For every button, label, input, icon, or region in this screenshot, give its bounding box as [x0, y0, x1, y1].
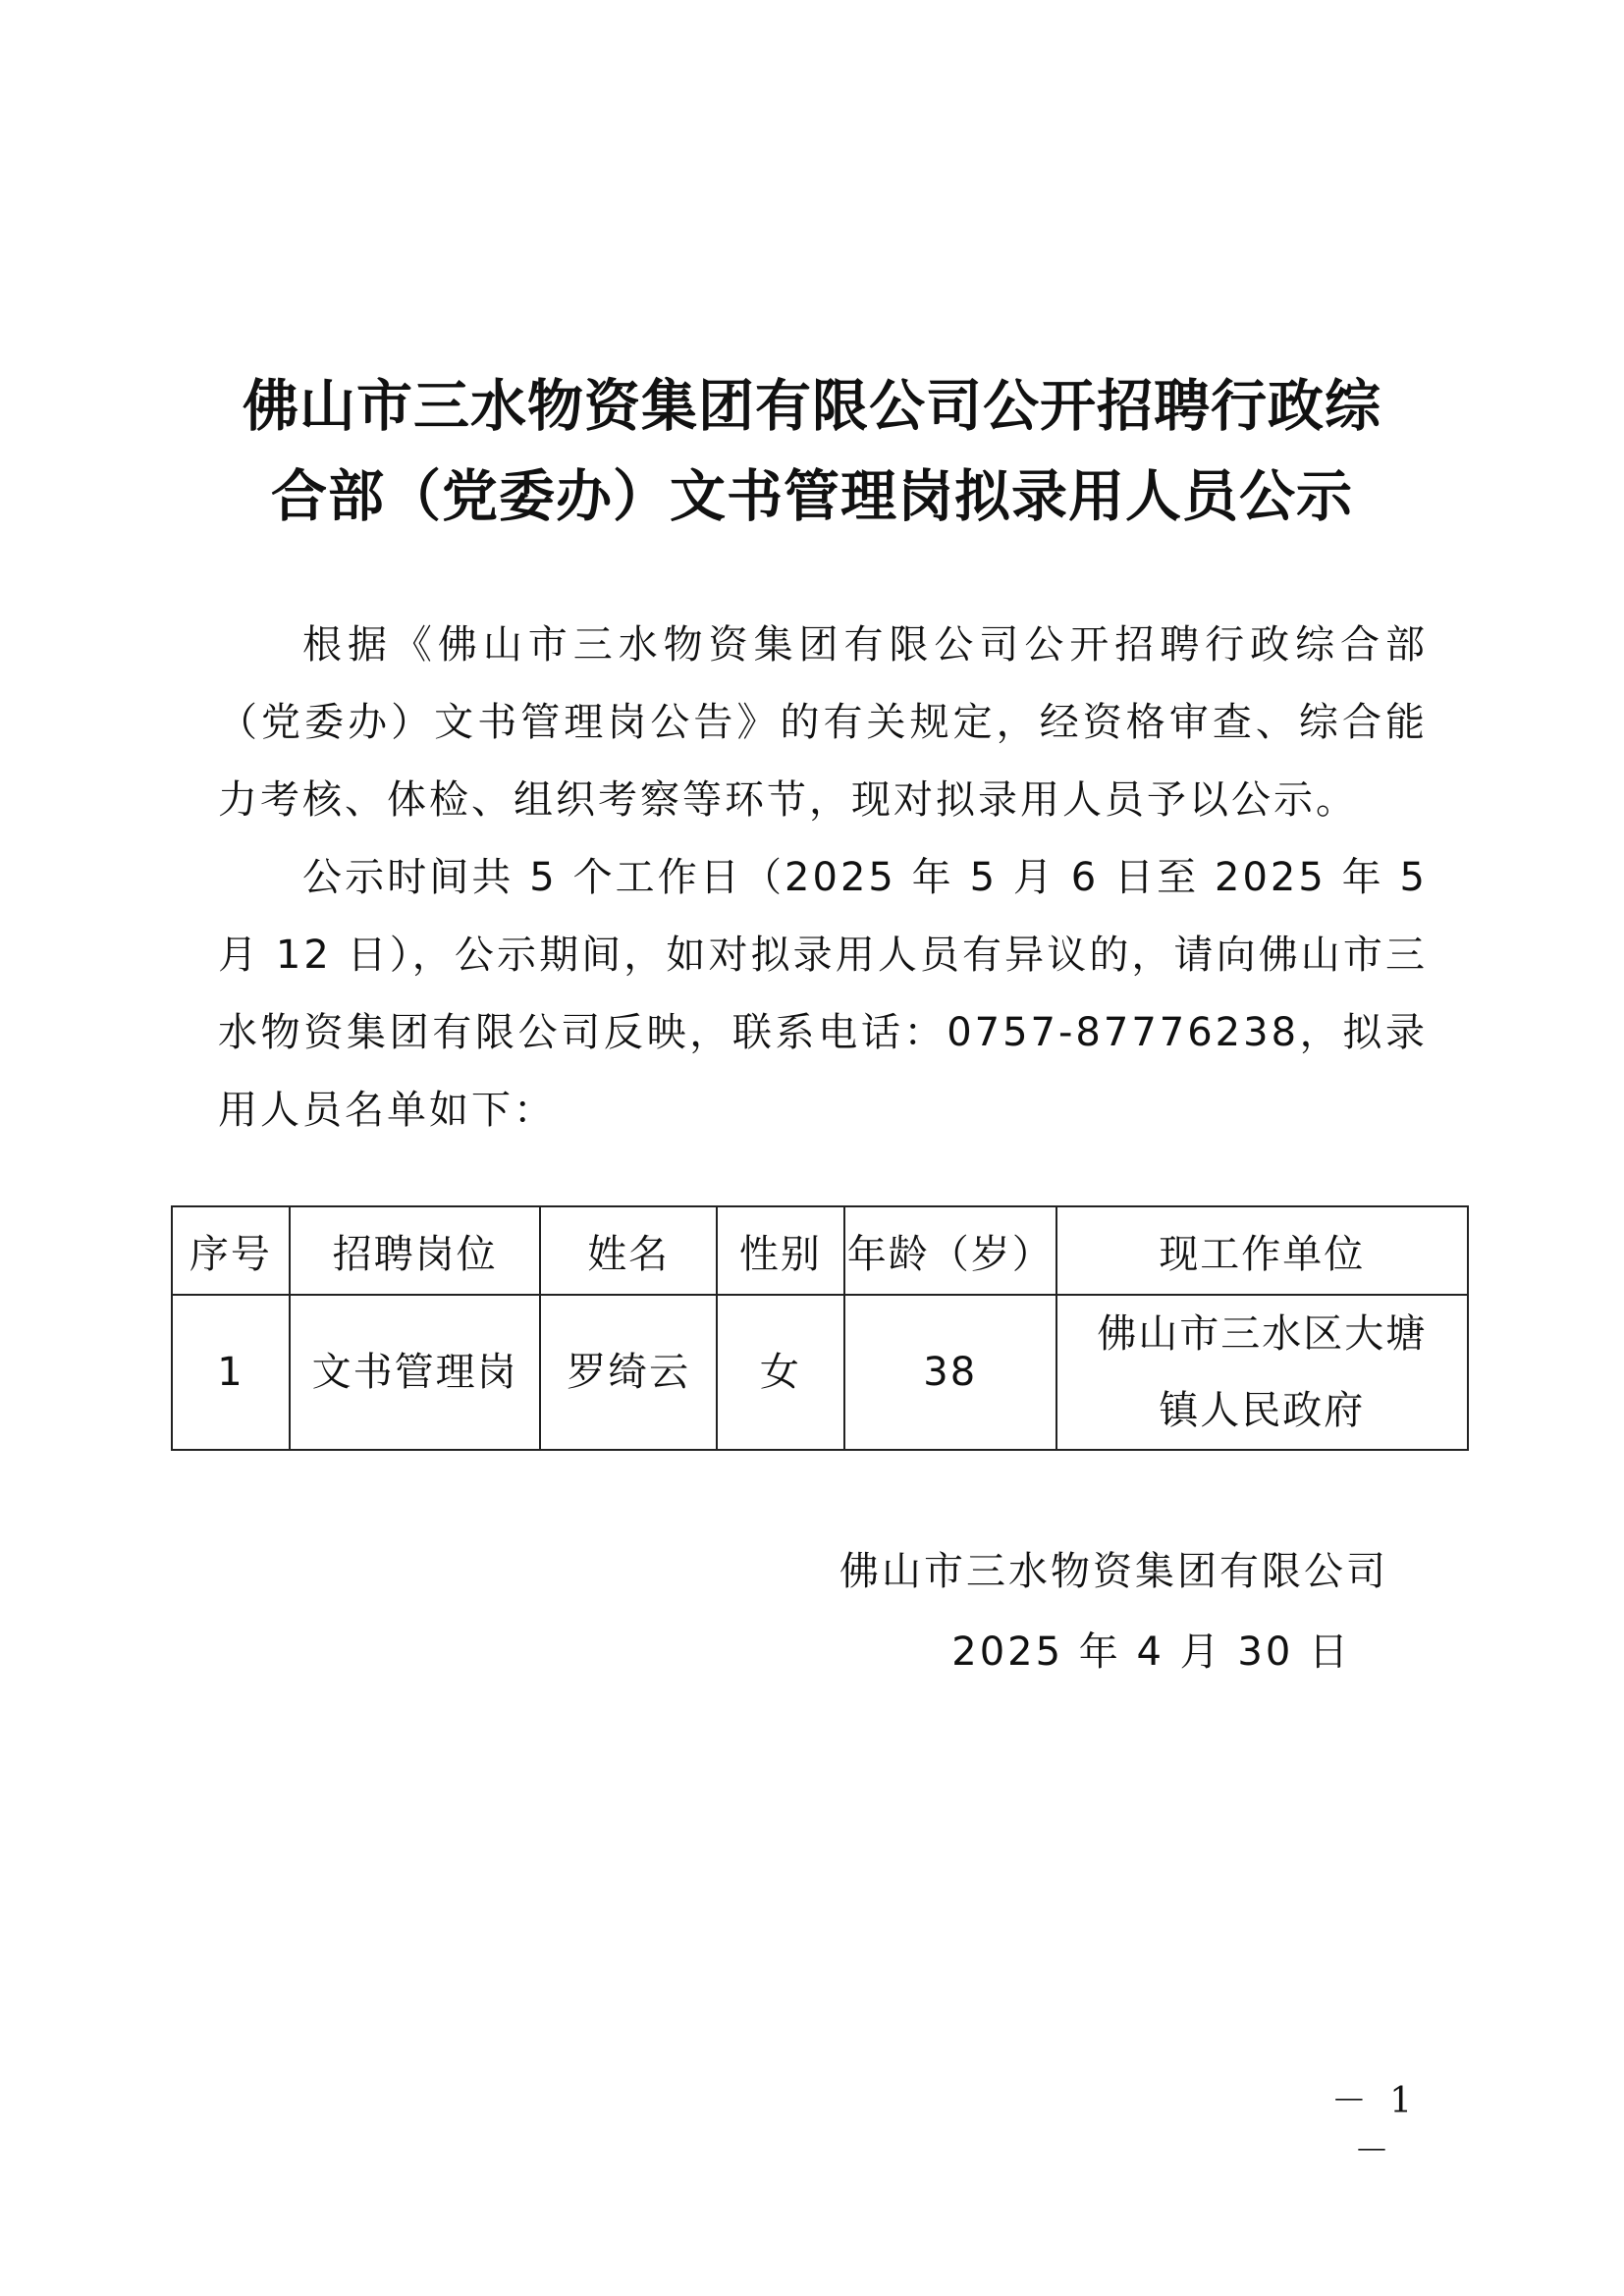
body-paragraph-1: 根据《佛山市三水物资集团有限公司公开招聘行政综合部（党委办）文书管理岗公告》的有关规定，经资格审查、综合能力考核、体检、组织考察等环节，现对拟录用人员予以公示。	[218, 622, 1428, 823]
cell-employer	[1056, 1295, 1468, 1450]
document-body	[218, 607, 1428, 1149]
body-paragraph-2: 公示时间共 5 个工作日（2025 年 5 月 6 日至 2025 年 5 月 12 日），公示期间，如对拟录用人员有异议的，请向佛山市三水物资集团有限公司反映，联系电话：0757-87776238，拟录用人员名单如下：	[218, 855, 1428, 1133]
header-employer: 现工作单位	[1056, 1206, 1468, 1295]
cell-index: 1	[172, 1295, 290, 1450]
table-row	[172, 1295, 1468, 1450]
cell-position: 文书管理岗	[290, 1295, 541, 1450]
candidate-table	[171, 1205, 1469, 1451]
signature-block	[839, 1531, 1388, 1692]
cell-gender: 女	[717, 1295, 844, 1450]
table-header-row	[172, 1206, 1468, 1295]
header-age: 年龄（岁）	[844, 1206, 1056, 1295]
cell-employer-text: 佛山市三水区大塘镇人民政府	[1097, 1311, 1428, 1433]
cell-age: 38	[844, 1295, 1056, 1450]
page-number: － 1 －	[1330, 2081, 1419, 2171]
header-gender: 性别	[717, 1206, 844, 1295]
header-name: 姓名	[540, 1206, 717, 1295]
header-position: 招聘岗位	[290, 1206, 541, 1295]
cell-name: 罗绮云	[540, 1295, 717, 1450]
header-index: 序号	[172, 1206, 290, 1295]
signature-date: 2025 年 4 月 30 日	[951, 1629, 1351, 1675]
title-line-2: 合部（党委办）文书管理岗拟录用人员公示	[271, 463, 1353, 529]
title-line-1: 佛山市三水物资集团有限公司公开招聘行政综	[243, 373, 1381, 439]
document-title	[196, 361, 1428, 542]
signature-organization: 佛山市三水物资集团有限公司	[839, 1549, 1388, 1594]
